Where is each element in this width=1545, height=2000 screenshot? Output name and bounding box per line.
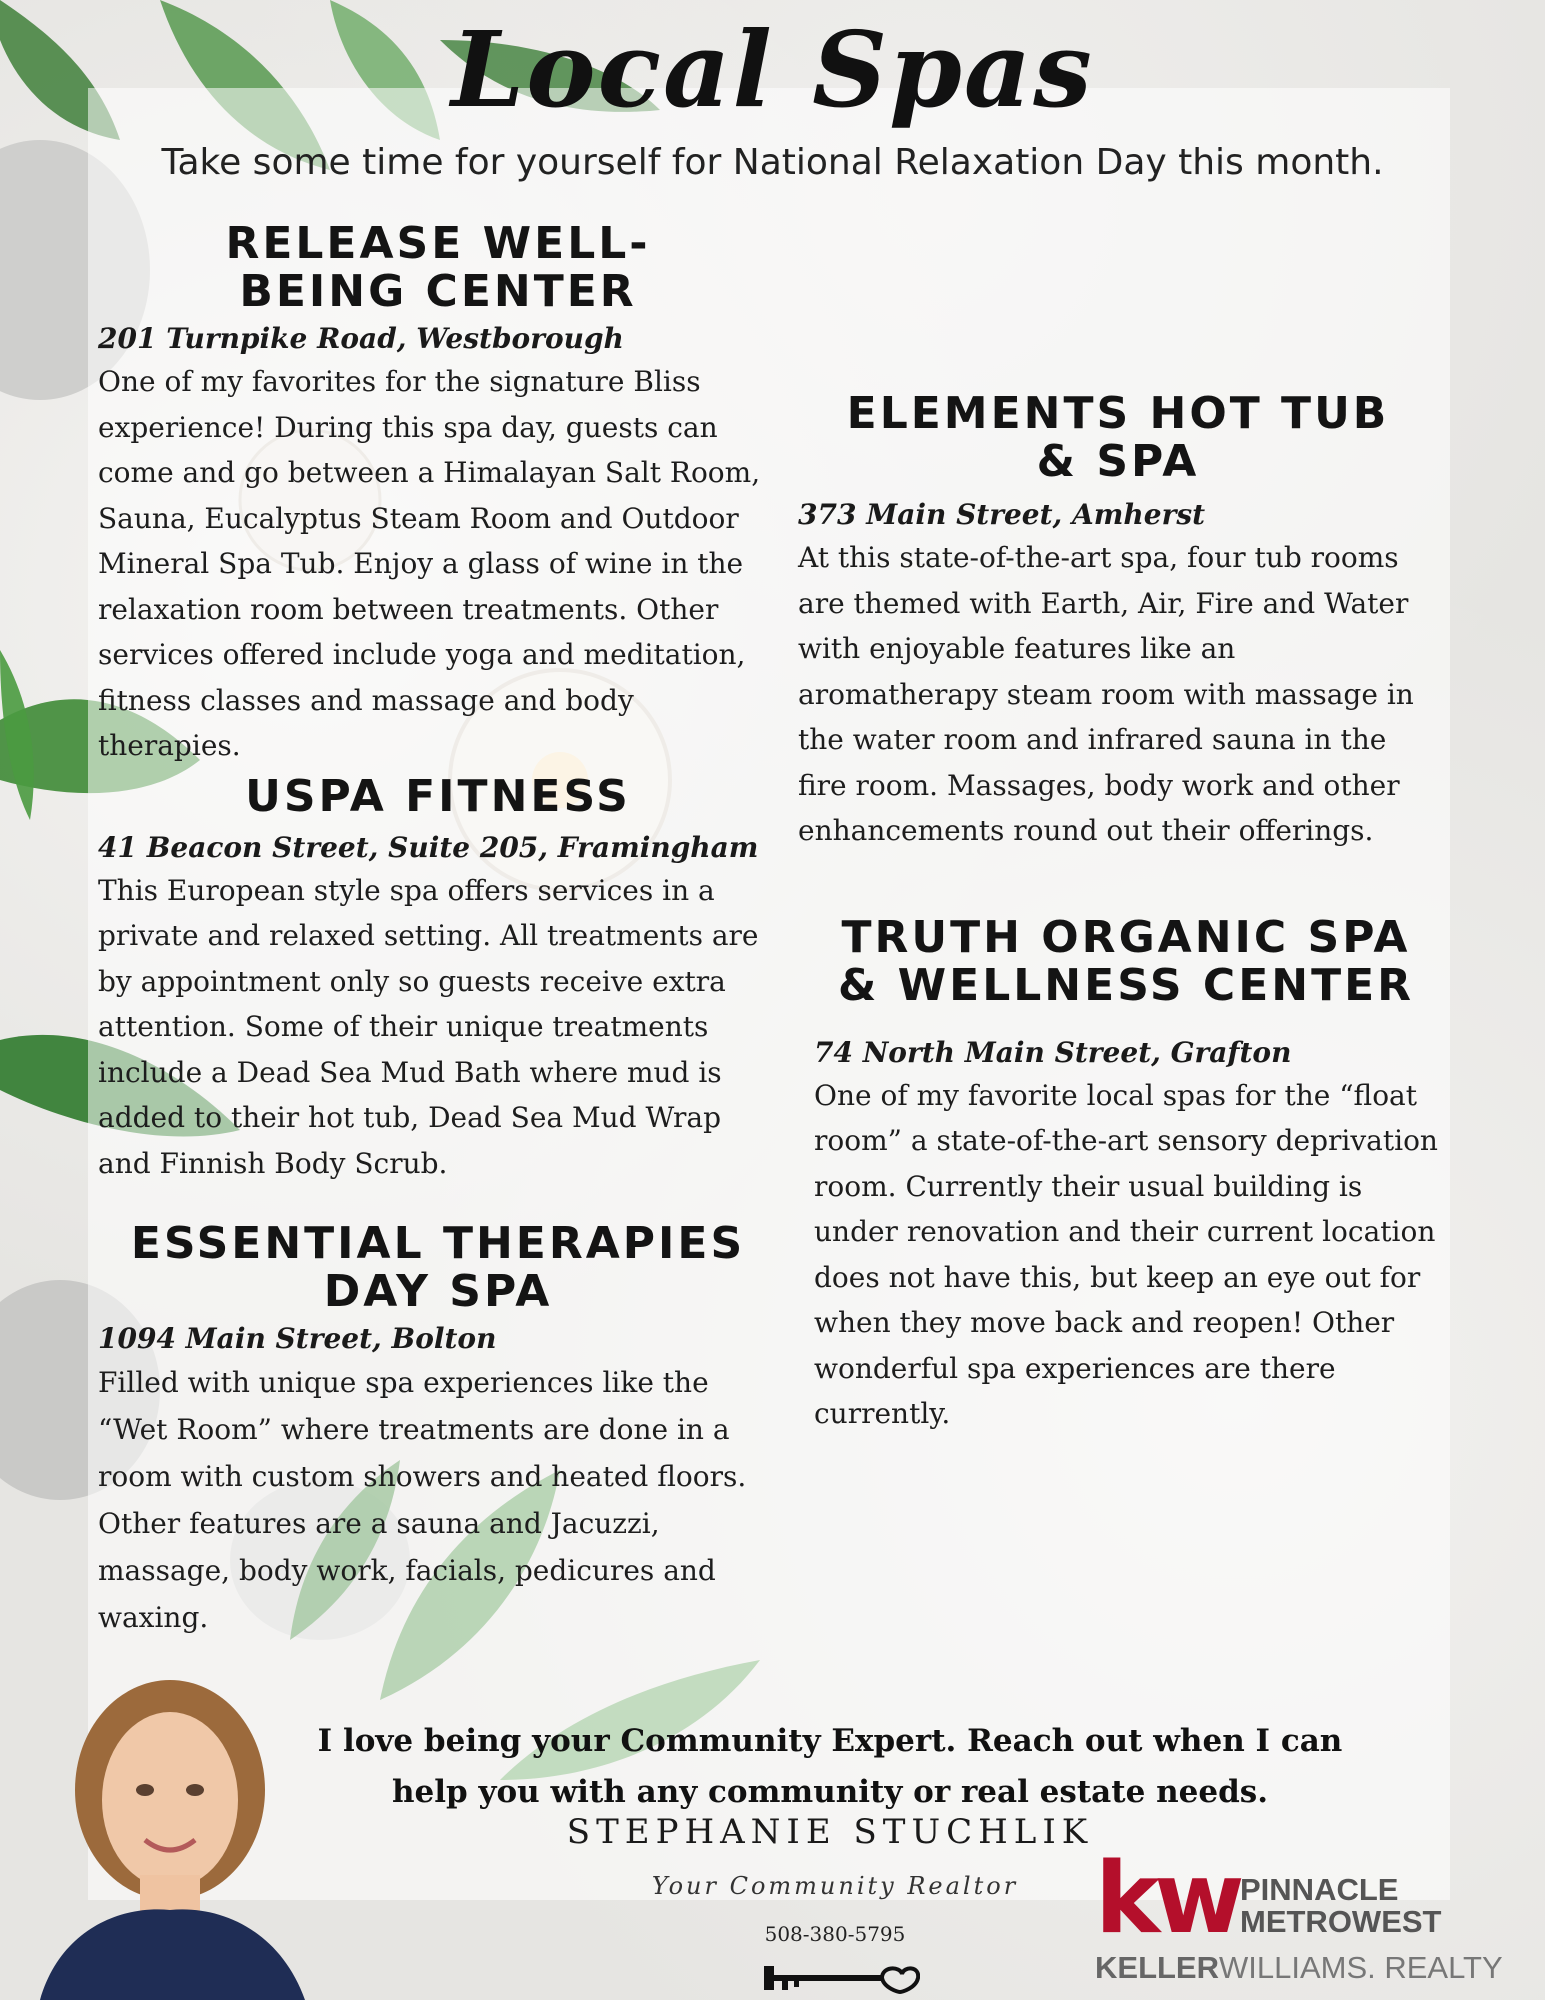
- agent-role: Your Community Realtor: [651, 1872, 1019, 1900]
- spa-entry: [798, 390, 1438, 854]
- spa-name: USPA FITNESS: [245, 770, 631, 822]
- spa-name: RELEASE WELL- BEING CENTER: [225, 218, 651, 317]
- keller-williams-logo: [1095, 1842, 1525, 1990]
- logo-office-line2: METROWEST: [1240, 1904, 1442, 1939]
- spa-entry: [798, 911, 1438, 1437]
- spa-address: 373 Main Street, Amherst: [798, 498, 1206, 531]
- logo-brand-bold: KELLER: [1095, 1950, 1219, 1985]
- agent-phone: 508-380-5795: [764, 1922, 906, 1946]
- spa-address: 1094 Main Street, Bolton: [98, 1322, 497, 1355]
- key-icon: [760, 1962, 920, 1994]
- logo-office-name: [1240, 1874, 1442, 1938]
- logo-brand-light: WILLIAMS. REALTY: [1219, 1950, 1503, 1985]
- spa-name: ESSENTIAL THERAPIES DAY SPA: [130, 1218, 746, 1317]
- spa-description: One of my favorite local spas for the “float room” a state-of-the-art sensory deprivation room. Currently their usual building is under renovation and their current location does not have this, but keep an eye out for when they move back and reopen! Other wonderful spa experiences are there currently.: [814, 1078, 1438, 1430]
- kw-logo-mark: kw: [1095, 1842, 1239, 1956]
- spa-address: 41 Beacon Street, Suite 205, Framingham: [98, 830, 759, 864]
- logo-office-line1: PINNACLE: [1240, 1872, 1399, 1907]
- spa-entry: [98, 220, 778, 769]
- right-column: [798, 390, 1438, 1437]
- spa-entry: [98, 1220, 778, 1641]
- agent-name: STEPHANIE STUCHLIK: [566, 1812, 1094, 1852]
- spa-entry: [98, 770, 778, 1187]
- footer-message: I love being your Community Expert. Reach out when I can help you with any community or real estate needs.: [317, 1723, 1343, 1810]
- spa-name: TRUTH ORGANIC SPA & WELLNESS CENTER: [837, 911, 1415, 1011]
- spa-description: This European style spa offers services in a private and relaxed setting. All treatments are by appointment only so guests receive extra attention. Some of their unique treatments include a Dead Sea Mud Bath where mud is added to their hot tub, Dead Sea Mud Wrap and Finnish Body Scrub.: [98, 873, 759, 1180]
- spa-description: One of my favorites for the signature Bliss experience! During this spa day, guests can come and go between a Himalayan Salt Room, Sauna, Eucalyptus Steam Room and Outdoor Mineral Spa Tub. Enjoy a glass of wine in the relaxation room between treatments. Other services offered include yoga and meditation, fitness classes and massage and body therapies.: [98, 365, 761, 762]
- spa-address: 74 North Main Street, Grafton: [814, 1035, 1292, 1069]
- spa-description: Filled with unique spa experiences like the “Wet Room” where treatments are done in a room with custom showers and heated floors. Other features are a sauna and Jacuzzi, massage, body work, facials, pedicures and waxing.: [98, 1366, 747, 1634]
- page-subtitle: Take some time for yourself for National Relaxation Day this month.: [161, 142, 1384, 183]
- left-column: [98, 220, 778, 1641]
- agent-photo: [30, 1660, 320, 2000]
- page-title: Local Spas: [451, 8, 1094, 131]
- spa-description: At this state-of-the-art spa, four tub rooms are themed with Earth, Air, Fire and Water with enjoyable features like an aromatherapy steam room with massage in the water room and infrared sauna in the fire room. Massages, body work and other enhancements round out their offerings.: [798, 541, 1414, 847]
- logo-brand-name: [1095, 1950, 1503, 1986]
- spa-address: 201 Turnpike Road, Westborough: [98, 322, 624, 355]
- spa-name: ELEMENTS HOT TUB & SPA: [846, 388, 1390, 487]
